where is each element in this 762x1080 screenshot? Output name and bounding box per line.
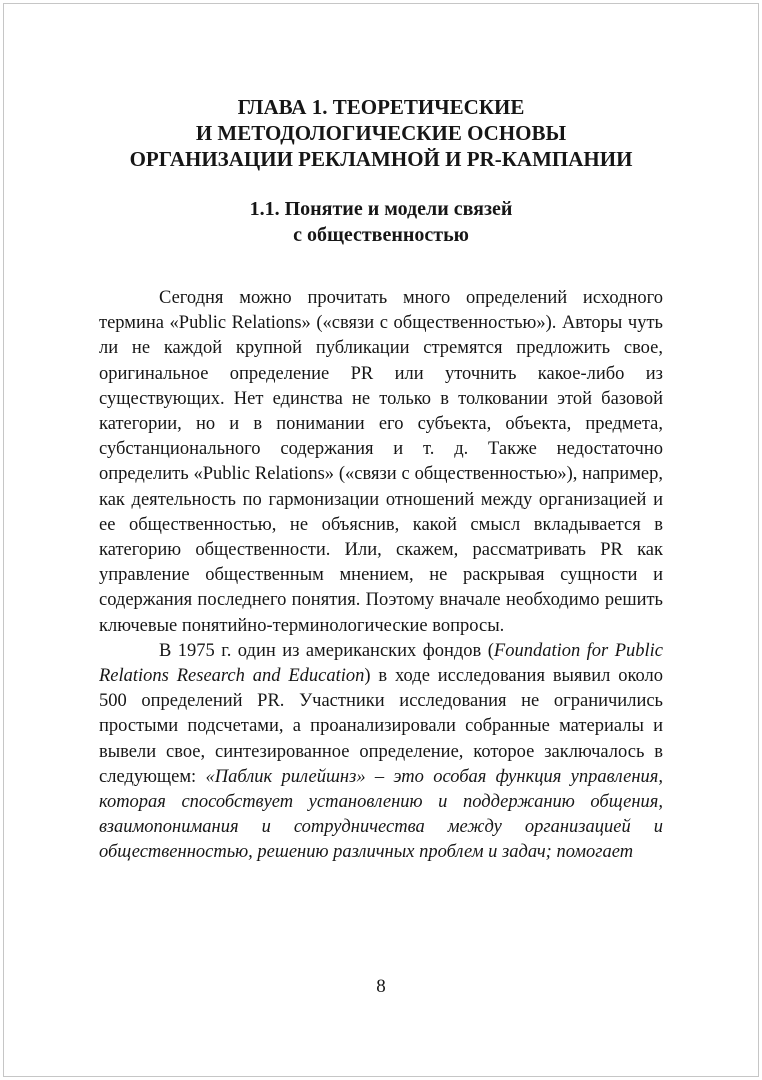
chapter-heading <box>99 94 663 172</box>
text-segment: «Паблик рилейшнз» – это особая функция управления, которая способствует установлению и поддержанию общения, взаимопонимания и сотрудничества между организацией и общественностью, решению различных проблем и задач; помогает <box>99 766 663 863</box>
page-number: 8 <box>376 976 386 997</box>
body-text <box>99 286 663 866</box>
page-content <box>99 94 663 866</box>
chapter-heading-line: И МЕТОДОЛОГИЧЕСКИЕ ОСНОВЫ <box>195 121 567 145</box>
text-segment: ) в ходе исследования выявил около 500 определений PR. Участники исследования не ограничились простыми подсчетами, а проанализировали собранные материалы и вывели свое, синтезированное определение, которое заключалось в следующем: <box>99 666 663 787</box>
text-segment: В 1975 г. один из американских фондов ( <box>159 640 494 661</box>
section-heading <box>99 196 663 248</box>
section-heading-line: с общественностью <box>293 224 469 246</box>
text-segment: Foundation for Public Relations Research and Education <box>99 640 663 687</box>
section-heading-line: 1.1. Понятие и модели связей <box>249 198 513 220</box>
text-segment: Сегодня можно прочитать много определений исходного термина «Public Relations» («связи с общественностью»). Авторы чуть ли не каждой крупной публикации стремятся предложить свое, оригинальное определение PR или уточнить какое-либо из существующих. Нет единства не только в толковании этой базовой категории, но и в понимании его субъекта, объекта, предмета, субстанционального содержания и т. д. Также недостаточно определить «Public Relations» («связи с общественностью»), например, как деятельность по гармонизации отношений между организацией и ее общественностью, не объяснив, какой смысл вкладывается в категорию общественности. Или, скажем, рассматривать PR как управление общественным мнением, не раскрывая сущности и содержания последнего понятия. Поэтому вначале необходимо решить ключевые понятийно-терминологические вопросы. <box>99 288 663 636</box>
chapter-heading-line: ОРГАНИЗАЦИИ РЕКЛАМНОЙ И PR-КАМПАНИИ <box>129 147 633 171</box>
paragraph <box>99 639 663 866</box>
paragraph <box>99 286 663 639</box>
chapter-heading-line: ГЛАВА 1. ТЕОРЕТИЧЕСКИЕ <box>237 95 525 119</box>
